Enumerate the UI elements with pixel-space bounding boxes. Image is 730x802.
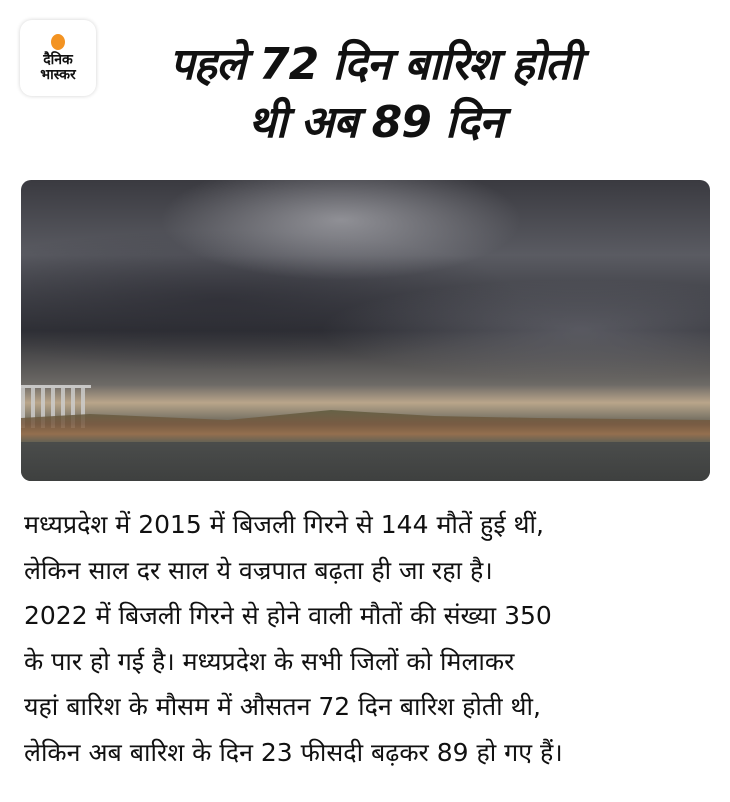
body-line: लेकिन अब बारिश के दिन 23 फीसदी बढ़कर 89 हो गए हैं। bbox=[24, 737, 563, 767]
river-water bbox=[21, 443, 710, 481]
sun-icon bbox=[51, 34, 65, 50]
body-line: मध्यप्रदेश में 2015 में बिजली गिरने से 144 मौतें हुई थीं, bbox=[24, 510, 544, 539]
article-body bbox=[24, 502, 563, 775]
logo-word-2: भास्कर bbox=[40, 66, 76, 83]
body-line: 2022 में बिजली गिरने से होने वाली मौतों की संख्या 350 bbox=[24, 601, 552, 630]
dainik-bhaskar-logo bbox=[20, 20, 96, 96]
body-line: यहां बारिश के मौसम में औसतन 72 दिन बारिश होती थी, bbox=[24, 692, 541, 721]
storm-clouds-photo bbox=[21, 180, 710, 481]
body-line: के पार हो गई है। मध्यप्रदेश के सभी जिलों को मिलाकर bbox=[24, 646, 515, 676]
headline bbox=[110, 36, 640, 152]
logo-word-1: दैनिक bbox=[43, 51, 73, 68]
shoreline bbox=[21, 402, 710, 442]
body-line: लेकिन साल दर साल ये वज्रपात बढ़ता ही जा रहा है। bbox=[24, 555, 493, 585]
headline-line-1: पहले 72 दिन बारिश होती bbox=[169, 39, 581, 90]
headline-line-2: थी अब 89 दिन bbox=[247, 97, 503, 148]
